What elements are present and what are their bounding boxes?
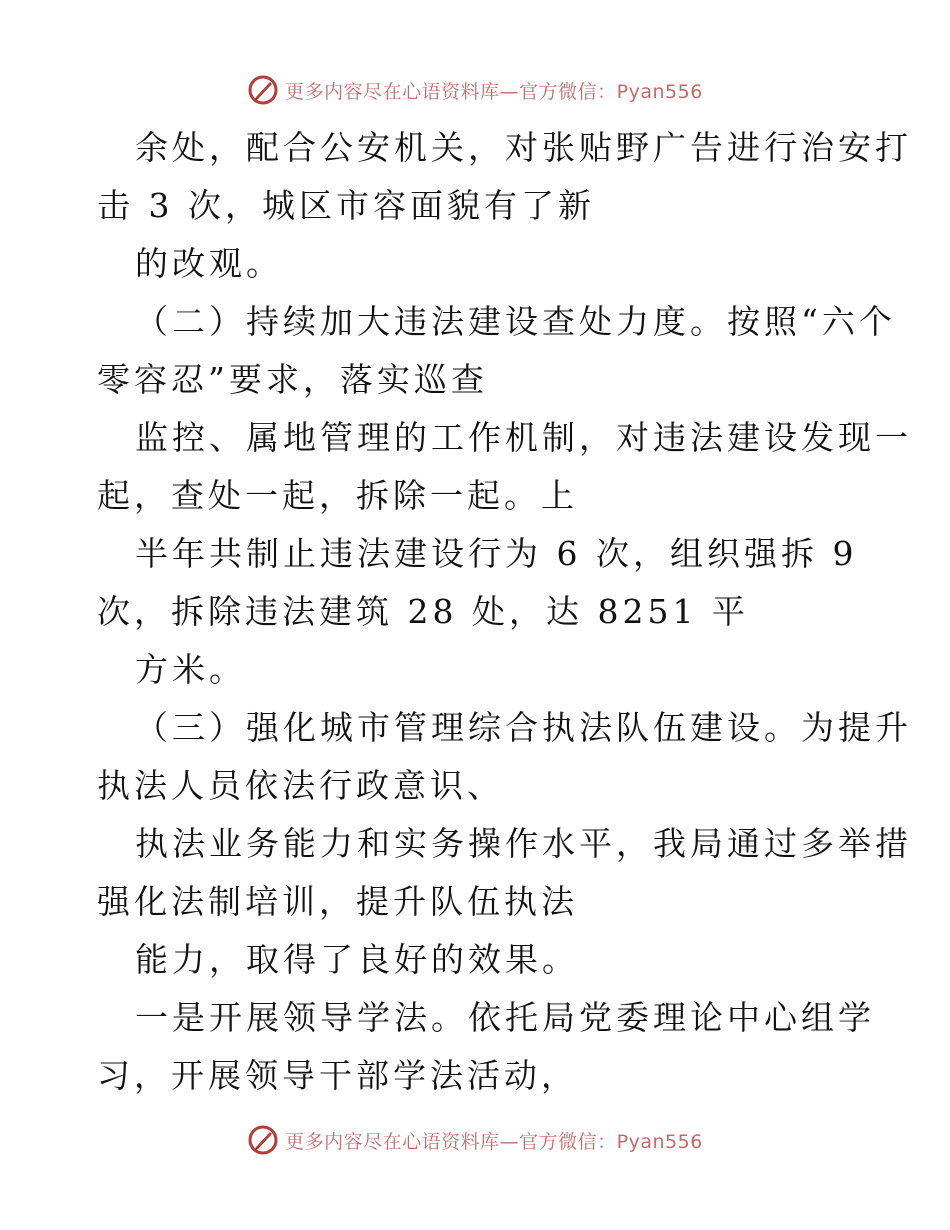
body-line: 零容忍”要求，落实巡查 — [97, 360, 488, 399]
body-line: 方米。 — [135, 650, 246, 689]
body-line: 能力，取得了良好的效果。 — [135, 940, 579, 979]
quill-logo-icon — [247, 74, 279, 106]
footer-watermark-banner — [0, 1120, 950, 1160]
body-line: 半年共制止违法建设行为 6 次，组织强拆 9 — [135, 534, 858, 573]
header-watermark-text: 更多内容尽在心语资料库—官方微信：Pyan556 — [285, 80, 703, 103]
body-line: 习，开展领导干部学法活动， — [97, 1056, 578, 1095]
body-line: （三）强化城市管理综合执法队伍建设。为提升 — [135, 708, 912, 747]
body-line: 执法业务能力和实务操作水平，我局通过多举措 — [135, 824, 912, 863]
body-line: 起，查处一起，拆除一起。上 — [97, 476, 578, 515]
quill-logo-icon — [247, 1124, 279, 1156]
body-line: 的改观。 — [135, 244, 283, 283]
body-line: 监控、属地管理的工作机制，对违法建设发现一 — [135, 418, 912, 457]
body-line: 一是开展领导学法。依托局党委理论中心组学 — [135, 998, 875, 1037]
footer-watermark-text: 更多内容尽在心语资料库—官方微信：Pyan556 — [285, 1130, 703, 1153]
header-watermark-banner — [0, 70, 950, 110]
body-line: 击 3 次，城区市容面貌有了新 — [97, 186, 595, 225]
body-line: 余处，配合公安机关，对张贴野广告进行治安打 — [135, 128, 912, 167]
body-line: 强化法制培训，提升队伍执法 — [97, 882, 578, 921]
body-line: 执法人员依法行政意识、 — [97, 766, 504, 805]
body-line: 次，拆除违法建筑 28 处，达 8251 平 — [97, 592, 749, 631]
body-line: （二）持续加大违法建设查处力度。按照“六个 — [135, 302, 896, 341]
